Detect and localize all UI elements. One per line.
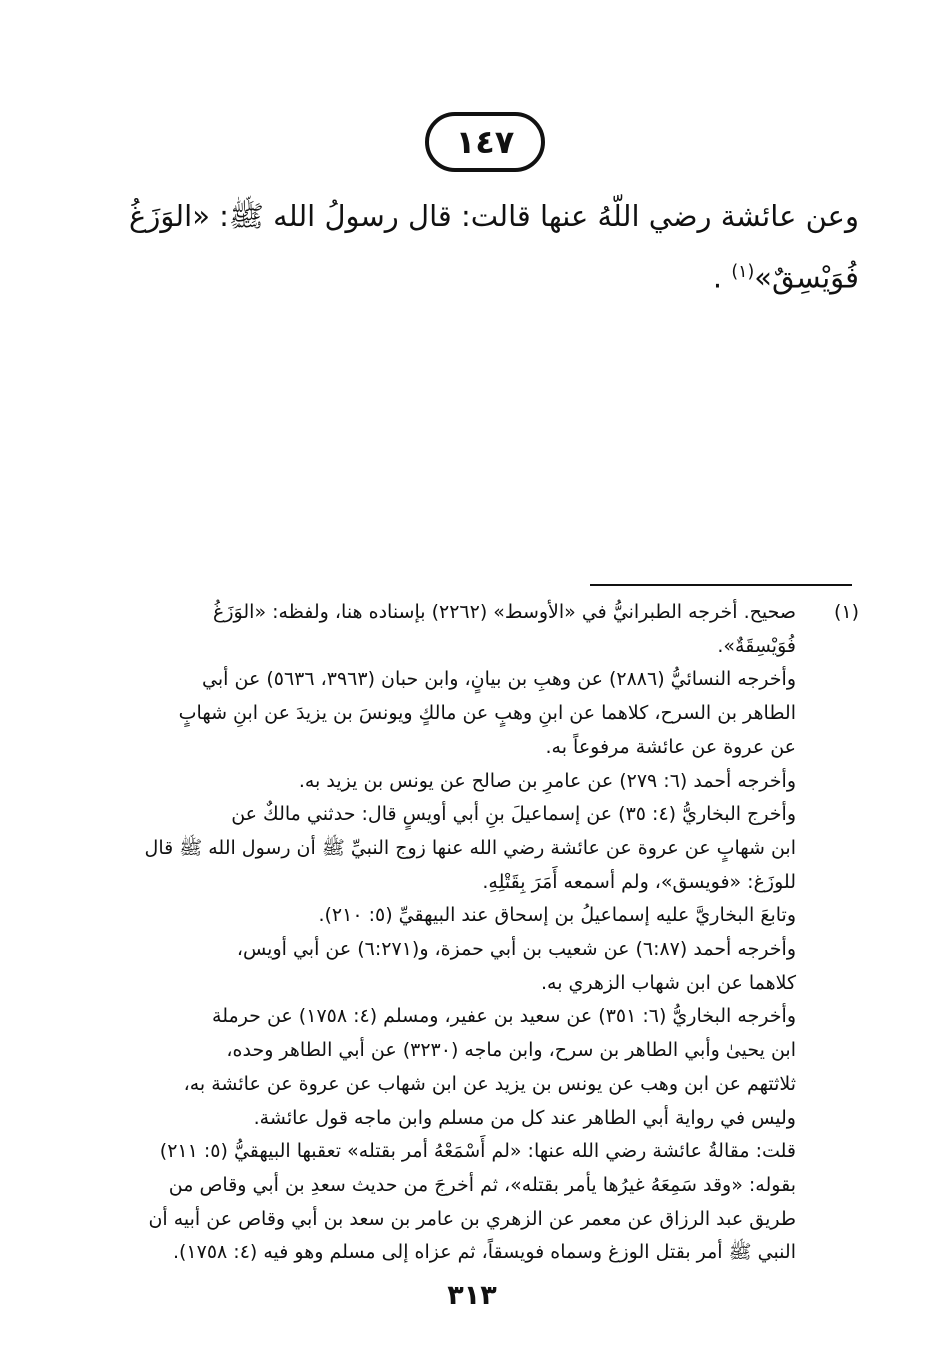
footnote-line: الطاهر بن السرح، كلاهما عن ابنِ وهبٍ عن مالكٍ ويونسَ بن يزيدَ عن ابنِ شهابٍ (178, 702, 796, 725)
footnote-reference: (١) (731, 262, 755, 282)
footnote-separator (590, 584, 852, 586)
hadith-line-2-text: فُوَيْسِقٌ» (754, 260, 859, 295)
footnote-body (64, 596, 796, 1270)
footnote-block (64, 596, 859, 1270)
footnote-line: النبي ﷺ أمر بقتل الوزغ وسماه فويسقاً، ثم عزاه إلى مسلم وهو فيه (٤: ١٧٥٨). (172, 1241, 796, 1264)
footnote-line: طريق عبد الرزاق عن معمر عن الزهري بن عامر بن سعد بن أبي وقاص عن أبيه أن (148, 1207, 796, 1230)
hadith-line-1: وعن عائشة رضي اللّهُ عنها قالت: قال رسولُ الله ﷺ: «الوَزَغُ (129, 199, 859, 233)
footnote-line: كلاهما عن ابن شهاب الزهري به. (541, 971, 796, 994)
footnote-line: وأخرج البخاريُّ (٤: ٣٥) عن إسماعيلَ بنِ أبي أويسٍ قال: حدثني مالكٌ عن (231, 803, 796, 826)
footnote-line: عن عروة عن عائشة مرفوعاً به. (545, 735, 796, 758)
footnote-line: وتابعَ البخاريَّ عليه إسماعيلُ بن إسحاق عند البيهقيِّ (٥: ٢١٠). (318, 904, 796, 927)
footnote-line: بقوله: «وقد سَمِعَهُ غيرُها يأمر بقتله»، ثم أخرجَ من حديث سعدِ بن أبي وقاص من (168, 1173, 796, 1196)
hadith-number-badge (425, 112, 545, 172)
hadith-text (99, 188, 859, 306)
hadith-line-2 (99, 244, 859, 306)
footnote-line: ابن يحيىٰ وأبي الطاهر بن سرح، وابن ماجه (٣٢٣٠) عن أبي الطاهر وحده، (226, 1039, 796, 1062)
page-number: ٣١٣ (447, 1280, 497, 1311)
footnote-marker: (١) (833, 601, 859, 623)
footnote-line: وليس في رواية أبي الطاهر عند كل من مسلم وابن ماجه قول عائشة. (253, 1106, 796, 1129)
footnote-line: ثلاثتهم عن ابن وهب عن يونس بن يزيد عن ابن شهاب عن عروة عن عائشة به، (183, 1072, 796, 1095)
footnote-line: وأخرجه البخاريُّ (٦: ٣٥١) عن سعيد بن عفير، ومسلم (٤: ١٧٥٨) عن حرملة (212, 1005, 796, 1028)
footnote-line: ابن شهابٍ عن عروة عن عائشة رضي الله عنها زوج النبيِّ ﷺ أن رسول الله ﷺ قال (144, 836, 796, 859)
hadith-line-2-end: . (712, 260, 732, 295)
footnote-line: صحيح. أخرجه الطبرانيُّ في «الأوسط» (٢٢٦٢) بإسناده هنا، ولفظه: «الوَزَغُ (213, 601, 796, 623)
footnote-line: وأخرجه النسائيُّ (٢٨٨٦) عن وهبِ بن بيانٍ، وابن حبان (٣٩٦٣، ٥٦٣٦) عن أبي (202, 668, 796, 691)
footnote-line: فُوَيْسِقَةٌ». (717, 634, 796, 657)
hadith-number: ١٤٧ (455, 123, 515, 161)
footnote-line: وأخرجه أحمد (٦:٨٧) عن شعيب بن أبي حمزة، و(٦:٢٧١) عن أبي أويس، (236, 938, 796, 961)
footnote-line: قلت: مقالةُ عائشة رضي الله عنها: «لم أَسْمَعْهُ أمر بقتله» تعقبها البيهقيُّ (٥: ٢١١) (159, 1140, 796, 1163)
footnote-line: وأخرجه أحمد (٦: ٢٧٩) عن عامرِ بن صالح عن يونس بن يزيد به. (298, 769, 796, 792)
footnote-line: للوزَغ: «فويسق»، ولم أسمعه أَمَرَ بِقَتْلِهِ. (482, 870, 796, 893)
